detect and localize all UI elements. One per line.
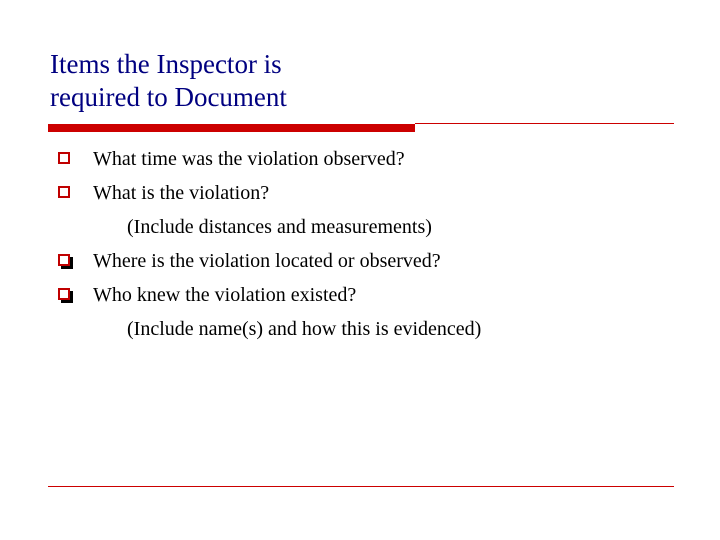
footer-divider: [48, 486, 674, 487]
bullet-list: [58, 145, 698, 349]
shadow-square-bullet-icon: [58, 288, 70, 300]
title-line-1: Items the Inspector is: [50, 49, 282, 79]
bullet-text: Who knew the violation existed?: [93, 284, 357, 306]
bullet-text: What time was the violation observed?: [93, 148, 405, 170]
hollow-square-bullet-icon: [58, 152, 70, 164]
bullet-item: [58, 145, 698, 179]
slide-title: [50, 48, 650, 114]
hollow-square-bullet-icon: [58, 186, 70, 198]
bullet-text: Where is the violation located or observed?: [93, 250, 441, 272]
title-divider: [48, 123, 674, 133]
title-line-2: required to Document: [50, 82, 287, 112]
shadow-square-bullet-icon: [58, 254, 70, 266]
bullet-subtext-text: (Include distances and measurements): [127, 216, 432, 238]
bullet-subtext: [58, 213, 698, 247]
bullet-item: [58, 247, 698, 281]
bullet-item: [58, 281, 698, 315]
title-divider-thin: [415, 123, 674, 124]
bullet-subtext-text: (Include name(s) and how this is evidenced): [127, 318, 482, 340]
bullet-subtext: [58, 315, 698, 349]
title-divider-thick: [48, 124, 415, 132]
bullet-text: What is the violation?: [93, 182, 270, 204]
bullet-item: [58, 179, 698, 213]
